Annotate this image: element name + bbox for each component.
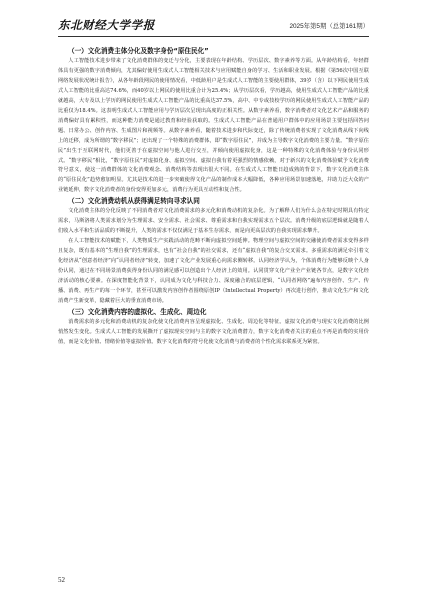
section-heading: （三）文化消费内容的虚拟化、生成化、周边化 — [68, 307, 207, 316]
page-number: 52 — [58, 576, 65, 584]
section-3 — [58, 307, 369, 348]
paragraph: 人工智能技术进步带来了文化消费群体的变迁与分化，主要表现在年龄结构、学历层次、数字素养等方面。从年龄结构看，年轻群体具有更强的数字消费倾向，尤其偏好使用生成式人工智能相关技术与应用赋能自身的学习、生活和职业发展。根据《第56次中国互联网络发展状况统计报告》，从各年龄段网民的使用情况看，中低龄用户是生成式人工智能的主要使用群体，39岁（含）以下网民使用生成式人工智能的比重高达74.6%，而40岁以上网民的使用比重合计为25.4%；从学历层次看，学历越高，使用生成式人工智能产品的比重就越高，大专及以上学历的网民使用生成式人工智能产品的比重高达37.5%，高中、中专或技校学历的网民使用生成式人工智能产品的比重仅为18.4%。这表明生成式人工智能应用与学历层次呈现出高度的正相关性。从数字素养看，数字消费者对文化艺术产品和服务的消费偏好具有累积性，而这种能力消费是通过教育和经验获取的。生成式人工智能产品在普通用户群体中的应用场景主要包括回答问题、日常办公、创作内容、生成图片和视频等。从数字素养看，随着技术进步和代际变迁，除了传统消费者实现了文化消费从线下向线上的迁移，成为所谓的“数字移民”；还出现了一个特殊的消费群体，即“数字原住民”，并成为主导数字文化消费的主要力量。“数字原住民”出生于互联网时代，他们更善于在虚拟空间与他人进行交互，并倾向使用虚拟化身，这是一种特殊的文化消费体验与身份认同形式。“数字移民”相比，“数字原住民”对虚拟化身、虚拟空间、虚拟自我有着更强烈的情感依赖，对于新兴的文化消费体验赋予文化消费符号意义，使这一消费群体的文化消费观念、消费结构等表现出很大不同。在生成式人工智能日趋成熟的背景下，数字文化消费主体的“原住民化”趋势愈加明显。尤其是技术的进一步突破使得文化产品的制作成本大幅降低，各种应用场景加速落地，并助力泛大众的产业链延伸，数字文化消费者的身份变得更加多元，消费行为更具互动性和复合性。 — [58, 58, 369, 194]
paragraph: 文化消费主体的分化反映了不同消费者对文化消费需求的多元化和消费动机的复杂化。为了解释人们为什么会在特定时期具有特定需求，马斯洛将人类需求划分为生理需求、安全需求、社会需求、尊重需求和自我实现需求五个层次。消费升级的底层逻辑就是随着人们收入水平和生活品质的不断提升，人类的需求不仅仅满足于基本生存需求，而是向更高层次的自我实现需求攀升。 — [58, 208, 369, 235]
section-1 — [58, 46, 369, 196]
paragraph: 消费需求的多元化和消费动机的复杂化使文化消费内容呈现虚拟化、生成化、周边化等特征。虚拟文化消费与现实文化消费的比例悄然发生变化。生成式人工智能的发展撕开了虚拟现实空间与主的数字文化消费潜力，数字文化消费者关注的重点不再是消费的实用价值，而是文化价值、情绪价值等虚拟价值。数字文化消费的符号化使文化消费与消费者的个性化需求联系更为紧密。 — [58, 318, 369, 345]
header-divider — [58, 36, 369, 37]
section-2 — [58, 196, 369, 307]
section-heading: （二）文化消费动机从获得满足转向寻求认同 — [68, 197, 200, 206]
page-header — [58, 17, 369, 37]
article-body — [58, 46, 369, 348]
journal-title: 东北财经大学学报 — [58, 18, 155, 32]
issue-info: 2025年第5期（总第161期） — [289, 23, 369, 30]
section-heading: （一）文化消费主体分化及数字身份“原住民化” — [68, 47, 209, 55]
paragraph: 在人工智能技术的赋能下，人类物质生产实践活动的范畴不断向虚拟空间延伸。物理空间与虚拟空间的交融使消费者需求变得多样且复杂，既有基本的“生理自我”的生理需求，也有“社会自我”的社交需求，还有“虚拟自我”的复合交叉需求。多重需求的满足牵引着文化经济从“创意者经济”向“认同者经济”转变，加速了文化产业发展重心向需求侧转移。认同经济学认为，个体消费行为能够反映个人身份认同，通过在不同场景消费获得身份认同的满足感可以创造出个人经济上的效用。认同贯穿文化产业全产业链各节点，是数字文化经济活动的核心要素。在深度智能化背景下，认同成为文化与科技合力、深度融合的底层逻辑，“认同者网络”遍布内容创作、生产、传播、消费、再生产的每一个环节，甚至可以激发内容创作者围绕原创IP（Intellectual Property）再次进行创作，推动文化生产和文化消费产生新变革，隐藏着巨大的垂直消费市场。 — [58, 238, 369, 304]
